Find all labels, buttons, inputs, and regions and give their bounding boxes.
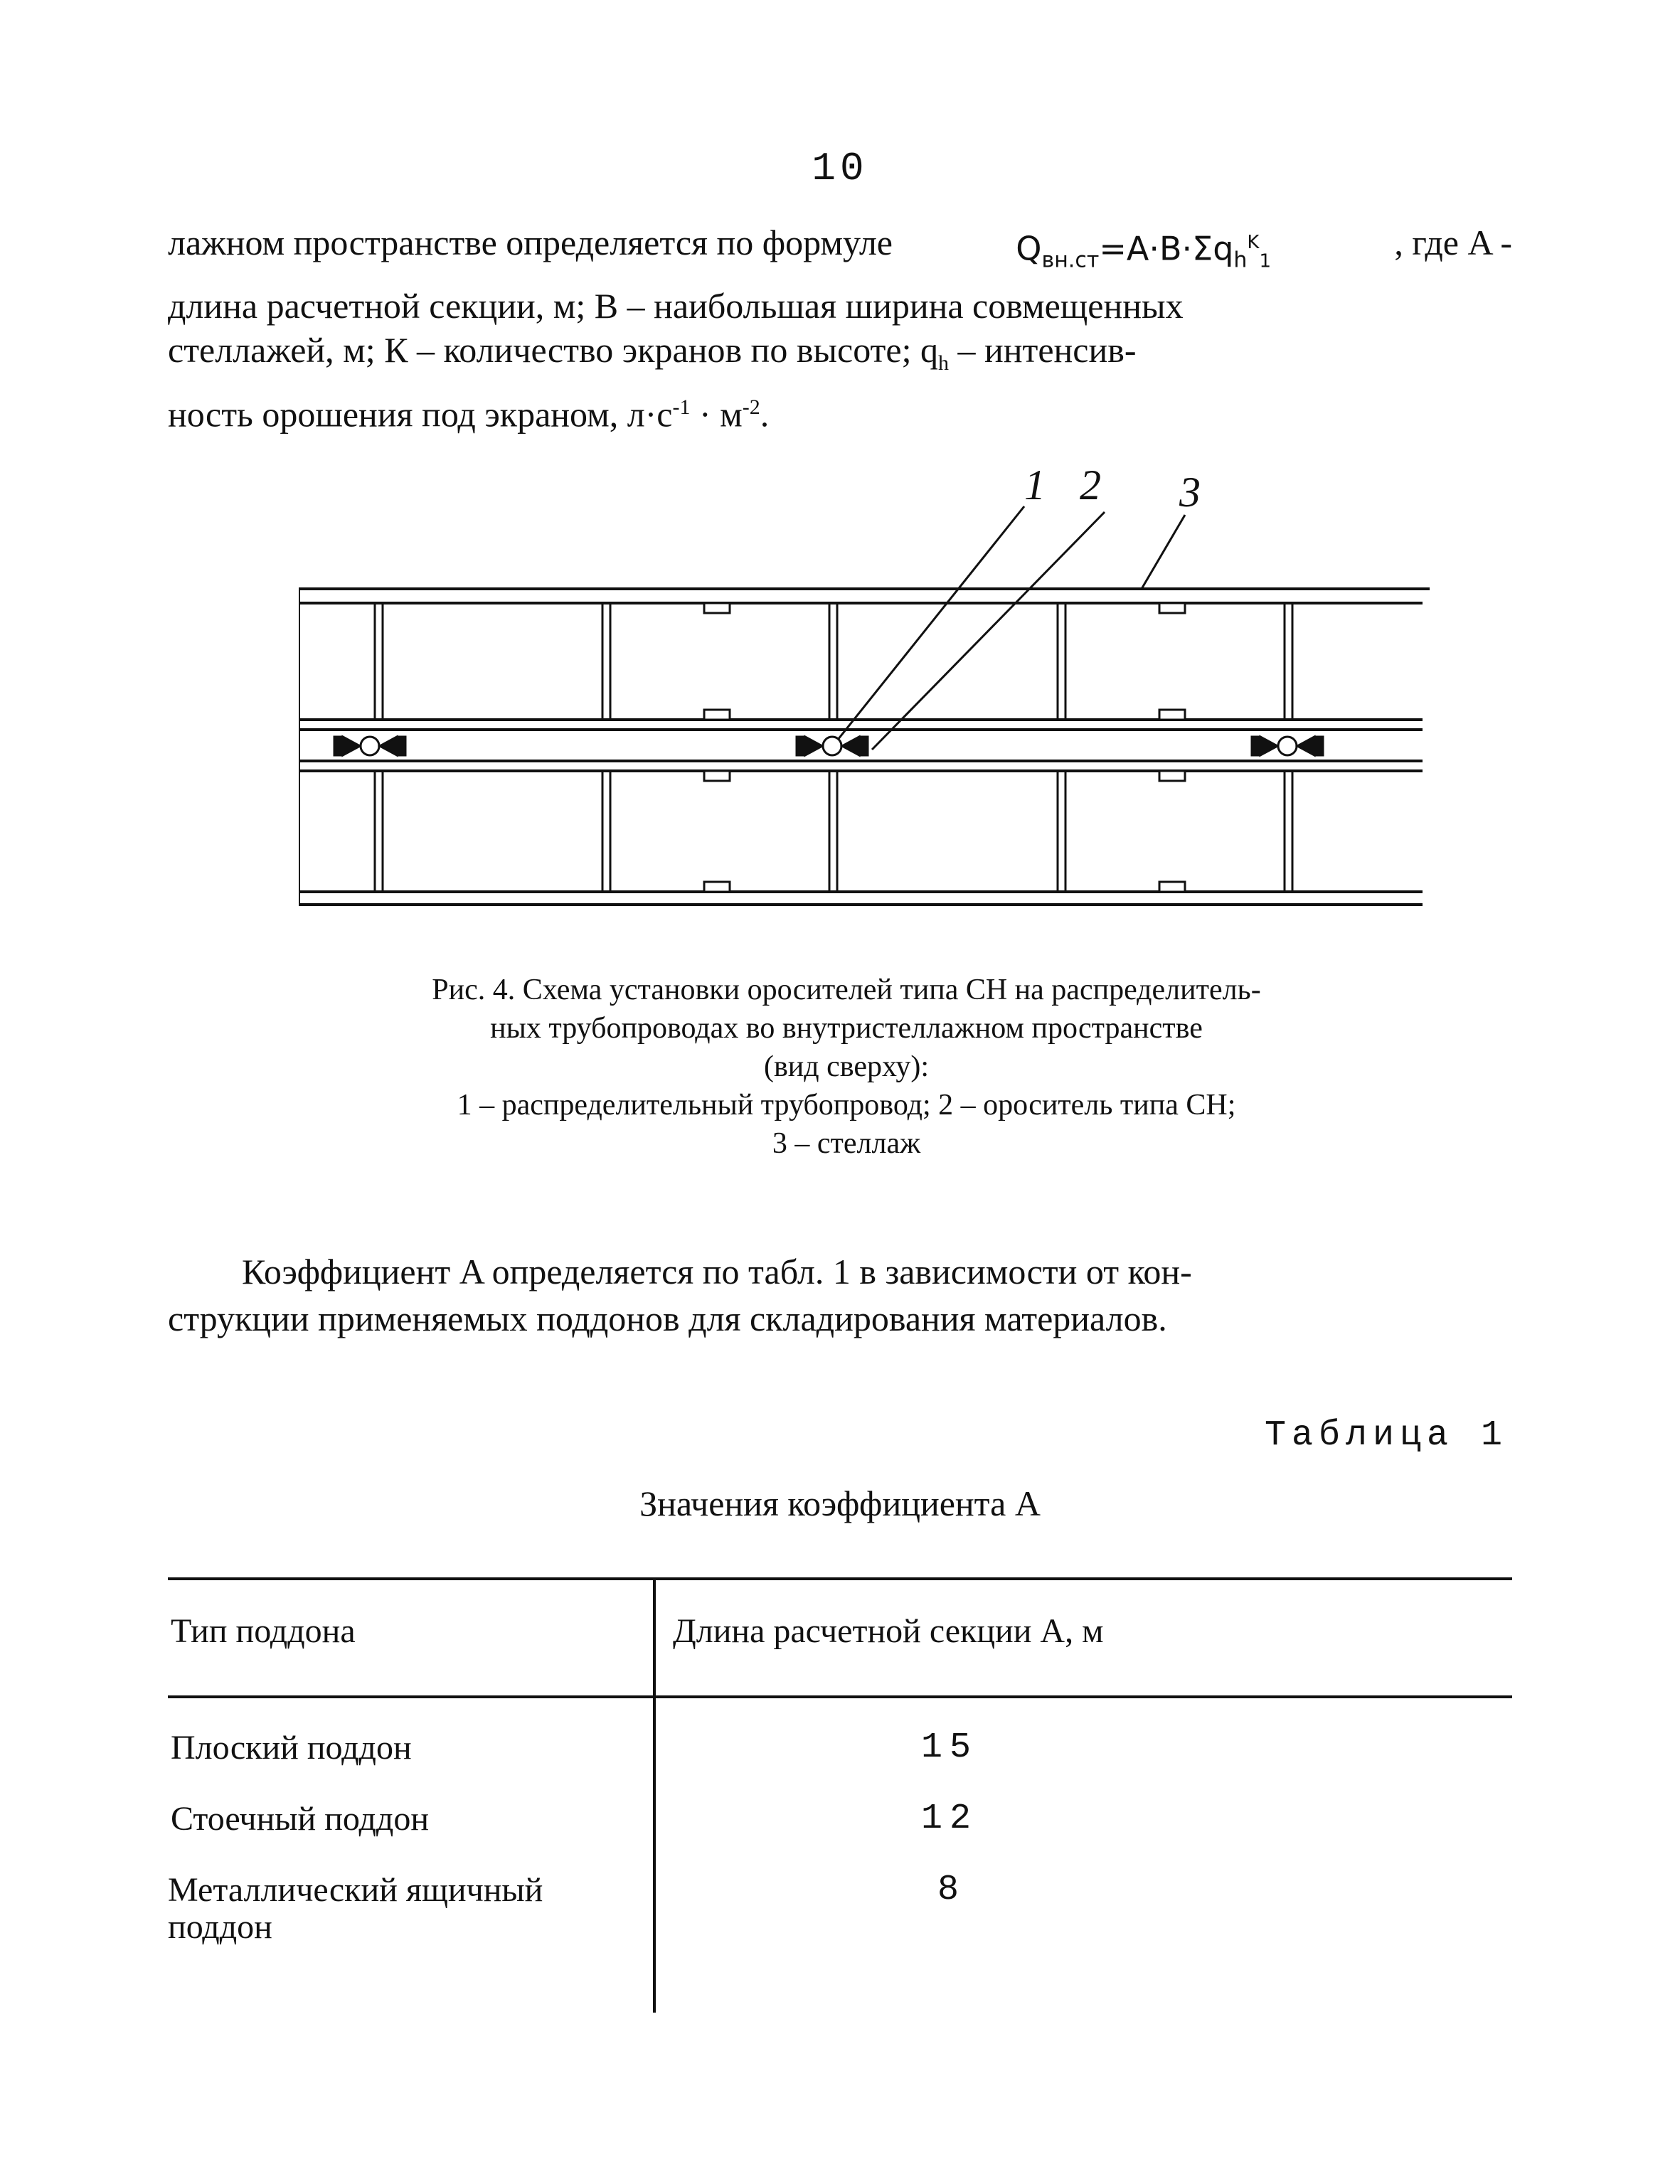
sprinkler-diagram — [299, 455, 1437, 925]
post-4 — [1058, 603, 1065, 892]
formula-rest: =A·B·Σq — [1099, 229, 1234, 268]
intro-line-4-sup1: -1 — [672, 395, 691, 419]
intro-line-3-text — [168, 328, 1137, 385]
table-row-1-type: Плоский поддон — [171, 1729, 412, 1767]
table-row-3-type-text-1: Металлический ящичный — [168, 1871, 543, 1909]
leader-2 — [872, 512, 1105, 750]
table-top-rule — [168, 1577, 1512, 1580]
page-number: 10 — [812, 146, 868, 191]
paragraph-line-2: струкции применяемых поддонов для складирования материалов. — [168, 1299, 1167, 1338]
callout-2: 2 — [1080, 462, 1101, 508]
table-row-3-value: 8 — [937, 1870, 967, 1910]
leader-lines — [838, 506, 1185, 750]
caption-line-1: Рис. 4. Схема установки оросителей типа СН на распределитель- — [432, 974, 1261, 1006]
sprinkler-left — [334, 737, 405, 755]
table-row-3-type-line-1 — [168, 1872, 649, 1909]
intro-line-3-sub: h — [937, 351, 949, 375]
leader-3 — [1142, 515, 1185, 589]
formula-q-symbol: Q — [1016, 229, 1042, 268]
intro-line-1-tail: , где A - — [1394, 223, 1512, 262]
intro-line-3-tail: – интенсив- — [948, 329, 1137, 370]
formula-q-sub: вн.ст — [1041, 247, 1100, 273]
intro-line-2 — [168, 284, 1512, 328]
caption-line-5: 3 – стеллаж — [772, 1127, 921, 1160]
intro-line-4-text — [168, 385, 769, 437]
intro-line-2-text: длина расчетной секции, м; B – наибольшая ширина совмещенных — [168, 285, 1184, 326]
intro-line-1-text: лажном пространстве определяется по формуле — [168, 223, 893, 262]
callout-1: 1 — [1024, 462, 1046, 508]
intro-line-4-mid: · м — [690, 394, 743, 435]
intro-line-4-sup2: -2 — [742, 395, 760, 419]
post-2 — [602, 603, 610, 892]
caption-line-2: ных трубопроводах во внутристеллажном пространстве — [490, 1012, 1203, 1045]
callout-3: 3 — [1179, 469, 1201, 516]
sprinkler-center — [797, 737, 868, 755]
table-header-type: Тип поддона — [171, 1612, 356, 1650]
table-header-length: Длина расчетной секции A, м — [673, 1612, 1104, 1650]
figure-caption — [270, 971, 1423, 1163]
formula-sum-upper: K — [1247, 232, 1260, 253]
formula-q — [1016, 220, 1271, 284]
table-column-divider — [653, 1577, 656, 2013]
table-row-2-value: 12 — [921, 1799, 979, 1839]
intro-line-3 — [168, 328, 1512, 385]
caption-line-3: (вид сверху): — [763, 1050, 930, 1083]
table-row-2-type: Стоечный поддон — [171, 1800, 430, 1838]
rack-brackets — [704, 603, 1185, 892]
table-row-1-value: 15 — [921, 1727, 979, 1768]
paragraph-line-1: Коэффициент A определяется по табл. 1 в зависимости от кон- — [242, 1252, 1192, 1291]
table-label: Таблица 1 — [1264, 1415, 1508, 1456]
intro-line-4-end: . — [760, 394, 770, 435]
table-header-rule — [168, 1695, 1512, 1698]
sprinkler-right — [1252, 737, 1323, 755]
intro-line-4-main: ность орошения под экраном, л·с — [168, 394, 673, 435]
table-row-3-type-line-2: поддон — [168, 1908, 272, 1946]
caption-line-4: 1 – распределительный трубопровод; 2 – ороситель типа СН; — [457, 1089, 1236, 1122]
intro-line-1 — [168, 220, 1512, 284]
coefficient-paragraph — [168, 1248, 1512, 1342]
table-row-3-type — [168, 1872, 649, 1946]
table-title: Значения коэффициента A — [639, 1483, 1041, 1523]
intro-paragraph — [168, 220, 1512, 436]
formula-sum-lower: 1 — [1259, 250, 1272, 272]
intro-line-4 — [168, 385, 1512, 437]
intro-line-3-main: стеллажей, м; К – количество экранов по высоте; q — [168, 329, 938, 370]
formula-rest-sub: h — [1233, 247, 1248, 273]
